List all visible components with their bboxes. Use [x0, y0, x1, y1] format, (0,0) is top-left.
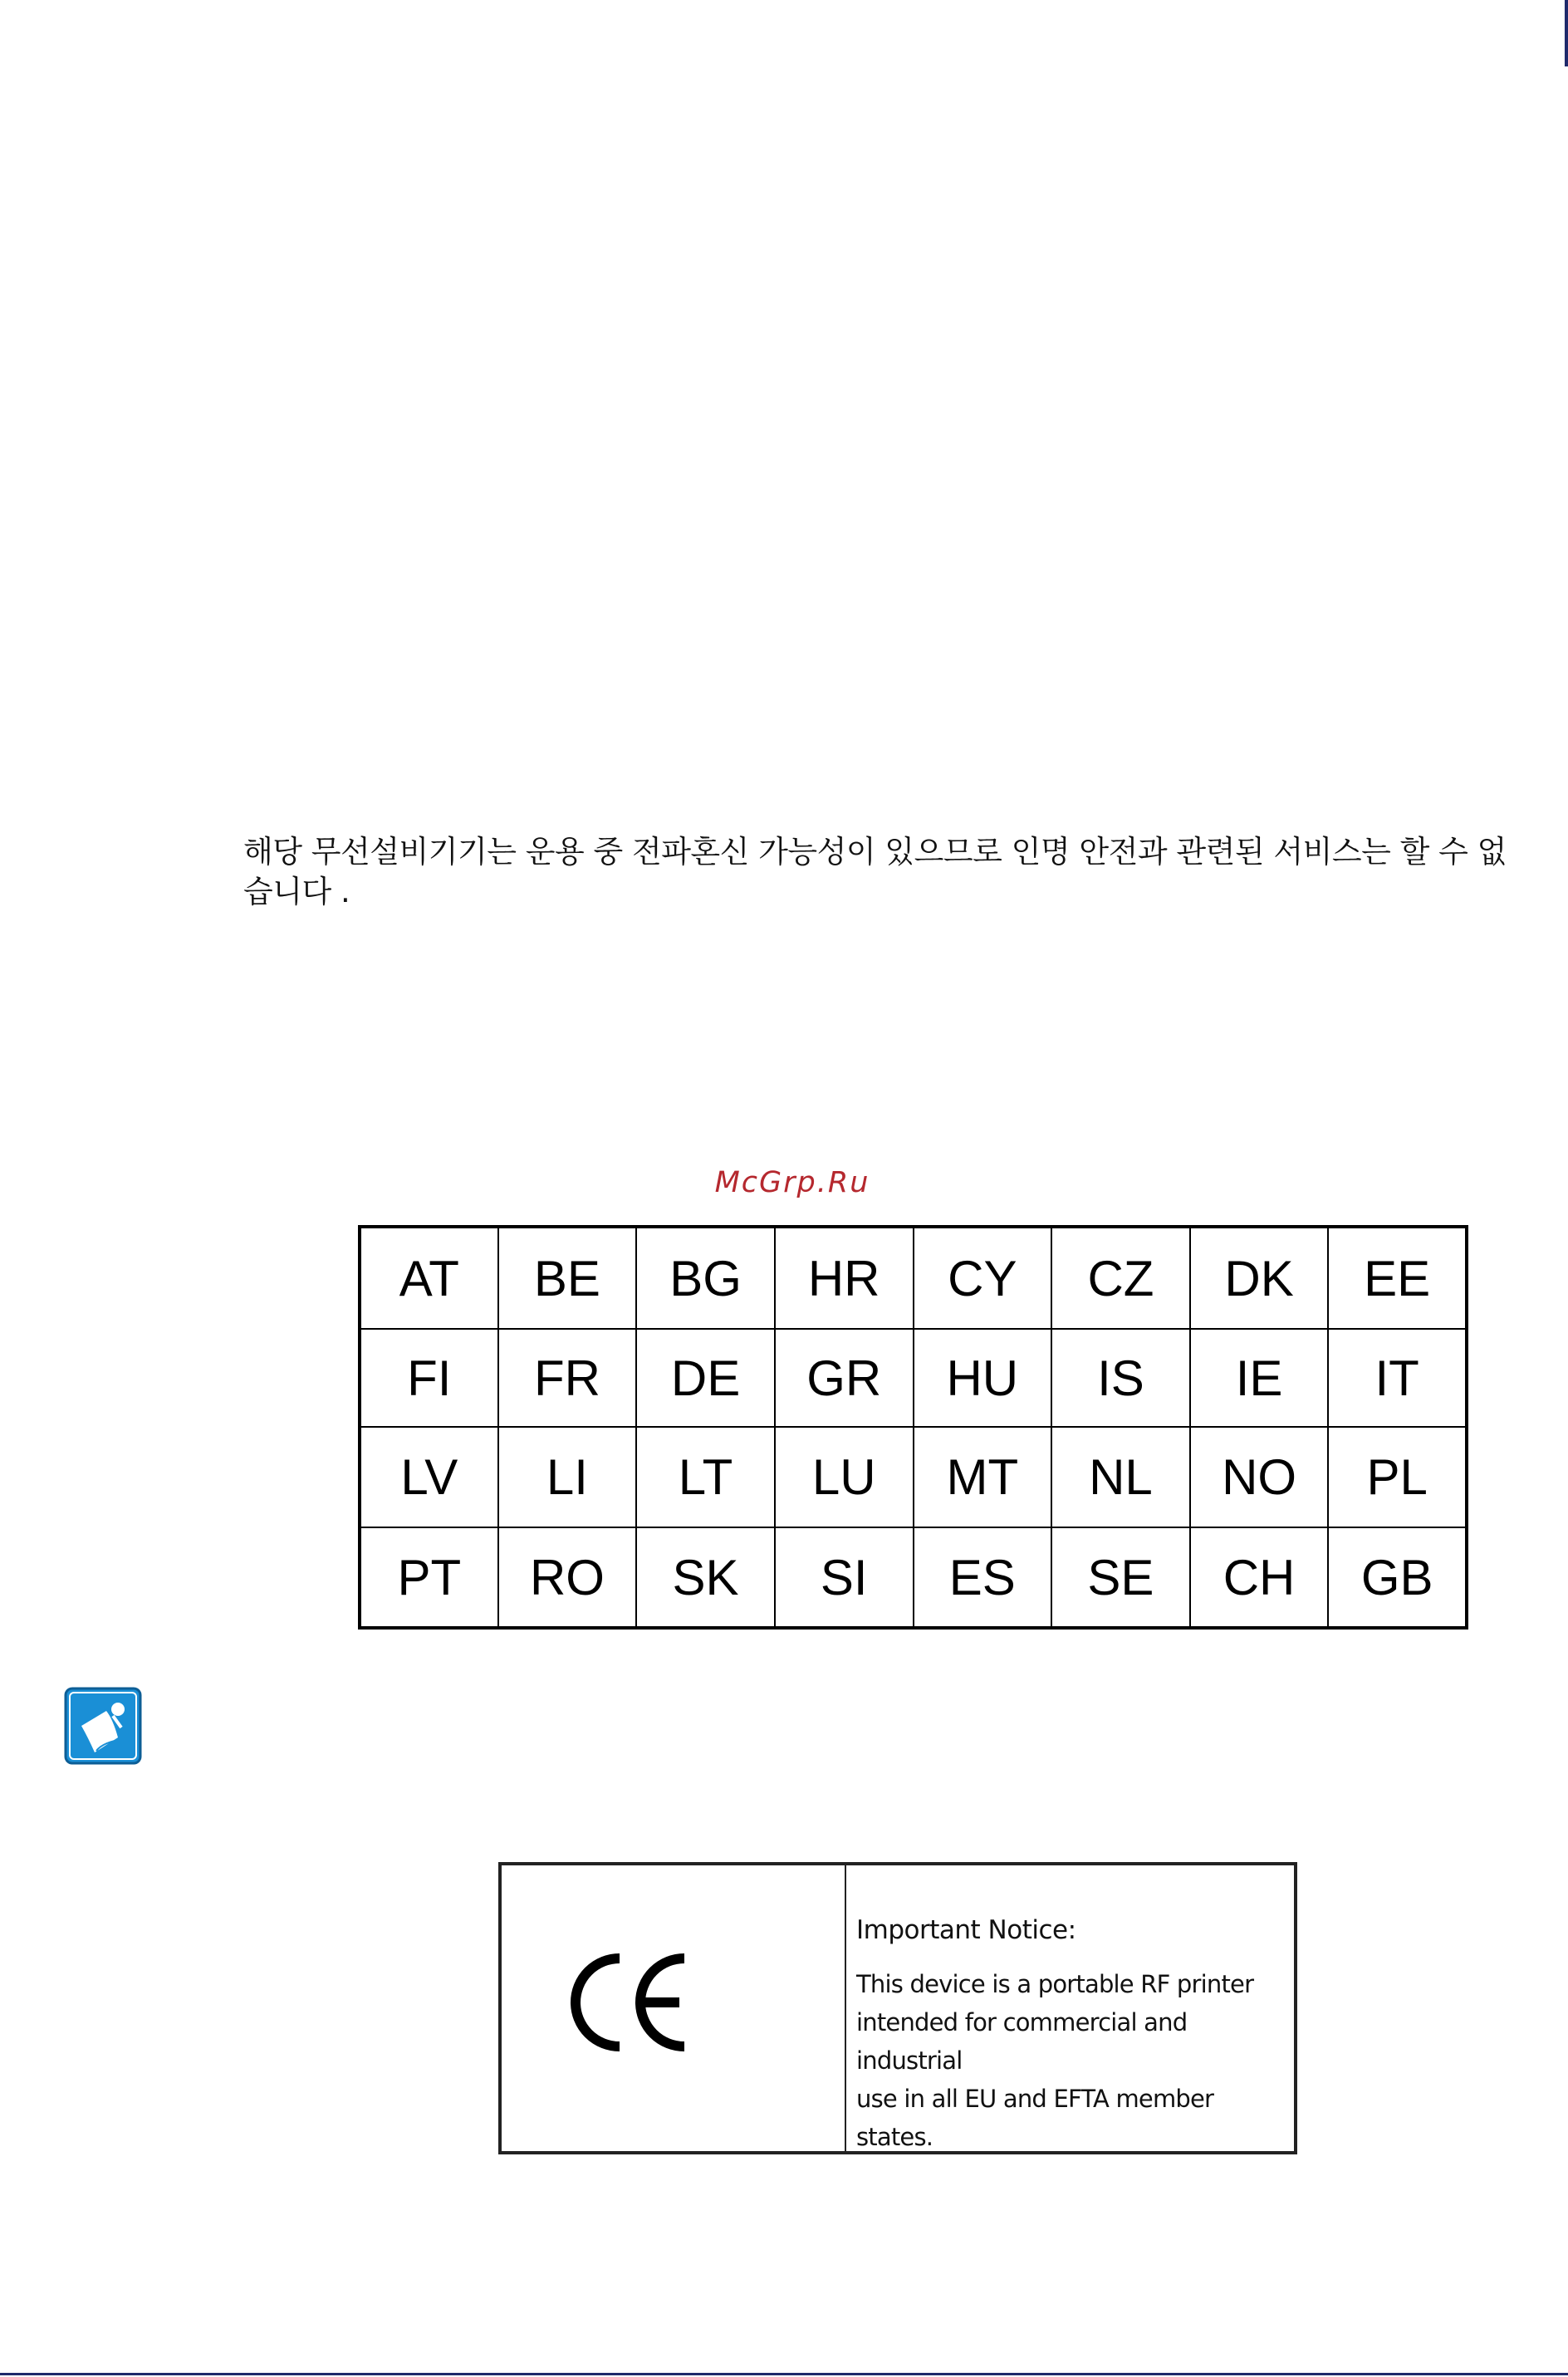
country-cell: FI — [360, 1329, 498, 1427]
country-cell: IS — [1051, 1329, 1190, 1427]
country-cell: BE — [498, 1227, 637, 1329]
country-cell: ES — [914, 1527, 1052, 1628]
country-table — [358, 1225, 1468, 1630]
country-cell: DE — [636, 1329, 775, 1427]
country-cell: MT — [914, 1427, 1052, 1527]
page-bottom-rule — [0, 2373, 1568, 2375]
country-cell: IT — [1328, 1329, 1467, 1427]
country-cell: RO — [498, 1527, 637, 1628]
country-cell: LV — [360, 1427, 498, 1527]
ce-box-divider — [845, 1865, 846, 2151]
important-notice-title: Important Notice: — [856, 1915, 1076, 1945]
country-cell: CH — [1190, 1527, 1329, 1628]
ce-notice-box — [498, 1862, 1297, 2154]
page-corner-mark — [1565, 0, 1568, 66]
country-cell: LT — [636, 1427, 775, 1527]
watermark-text: McGrp.Ru — [714, 1166, 870, 1199]
country-cell: SE — [1051, 1527, 1190, 1628]
country-cell: HR — [775, 1227, 914, 1329]
country-cell: BG — [636, 1227, 775, 1329]
country-cell: SK — [636, 1527, 775, 1628]
important-notice-body: This device is a portable RF printer intended for commercial and industrial use in all EU and EFTA member states. — [856, 1970, 1254, 2151]
country-cell: GB — [1328, 1527, 1467, 1628]
country-cell: NO — [1190, 1427, 1329, 1527]
table-row — [360, 1427, 1467, 1527]
country-cell: GR — [775, 1329, 914, 1427]
note-icon — [63, 1686, 143, 1766]
country-cell: FR — [498, 1329, 637, 1427]
ce-mark-icon — [568, 1948, 693, 2056]
country-cell: LU — [775, 1427, 914, 1527]
country-cell: IE — [1190, 1329, 1329, 1427]
country-cell: HU — [914, 1329, 1052, 1427]
country-cell: PT — [360, 1527, 498, 1628]
country-cell: PL — [1328, 1427, 1467, 1527]
country-cell: LI — [498, 1427, 637, 1527]
country-cell: NL — [1051, 1427, 1190, 1527]
country-cell: EE — [1328, 1227, 1467, 1329]
table-row — [360, 1329, 1467, 1427]
country-cell: CY — [914, 1227, 1052, 1329]
country-cell: DK — [1190, 1227, 1329, 1329]
table-row — [360, 1227, 1467, 1329]
korean-radio-notice: 해당 무선설비기기는 운용 중 전파혼신 가능성이 있으므로 인명 안전과 관련된 서비스는 할 수 없습니다 . — [243, 834, 1507, 909]
table-row — [360, 1527, 1467, 1628]
country-cell: CZ — [1051, 1227, 1190, 1329]
country-cell: AT — [360, 1227, 498, 1329]
country-cell: SI — [775, 1527, 914, 1628]
